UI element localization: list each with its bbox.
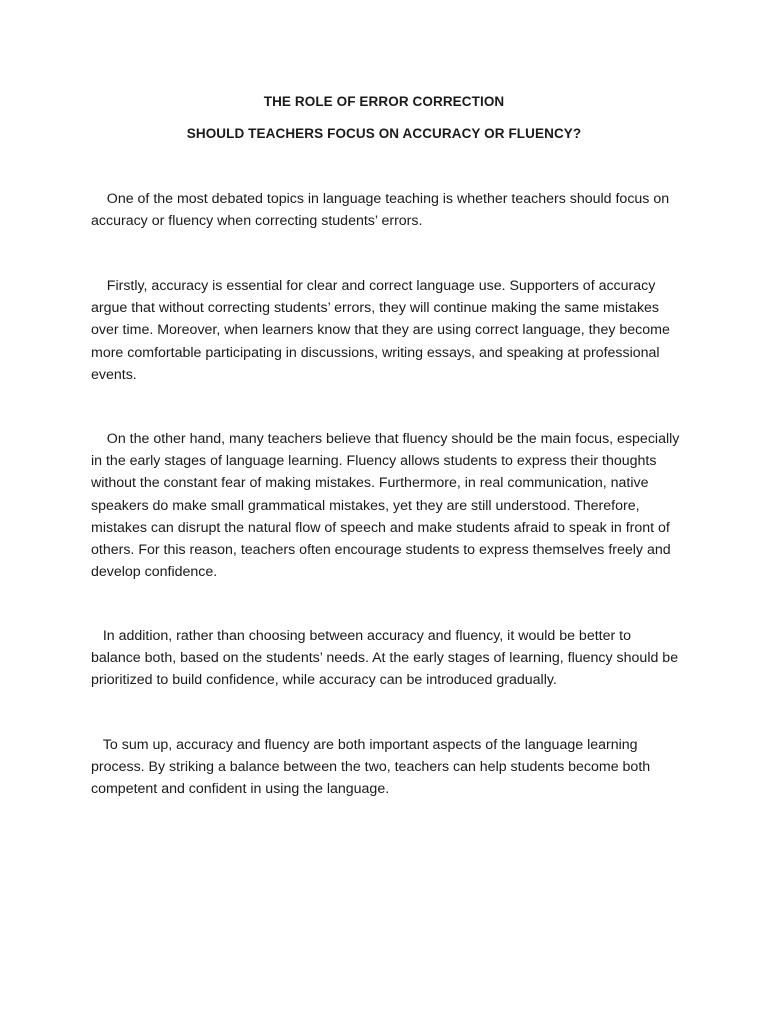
paragraph-intro: One of the most debated topics in language teaching is whether teachers should focus on accuracy or fluency when correcting students’ errors. [91,191,674,230]
paragraph-fluency: On the other hand, many teachers believe that fluency should be the main focus, especially in the early stages of language learning. Fluency allows students to express their thoughts without the constant fear of making mistakes. Furthermore, in real communication, native speakers do make small grammatical mistakes, yet they are still understood. Therefore, mistakes can disrupt the natural flow of speech and make students afraid to speak in front of others. For this reason, teachers often encourage students to express themselves freely and develop confidence. [91,431,684,581]
document-subtitle: SHOULD TEACHERS FOCUS ON ACCURACY OR FLUENCY? [186,126,582,141]
paragraph-balance: In addition, rather than choosing between accuracy and fluency, it would be better to balance both, based on the students’ needs. At the early stages of learning, fluency should be prioritized to build confidence, while accuracy can be introduced gradually. [91,628,683,689]
paragraph-conclusion: To sum up, accuracy and fluency are both important aspects of the language learning process. By striking a balance between the two, teachers can help students become both competent and confident in using the language. [91,737,655,798]
paragraph-accuracy: Firstly, accuracy is essential for clear and correct language use. Supporters of accuracy argue that without correcting students’ errors, they will continue making the same mistakes over time. Moreover, when learners know that they are using correct language, they become more comfortable participating in discussions, writing essays, and speaking at professional events. [91,278,674,383]
document-title: THE ROLE OF ERROR CORRECTION [263,94,505,109]
